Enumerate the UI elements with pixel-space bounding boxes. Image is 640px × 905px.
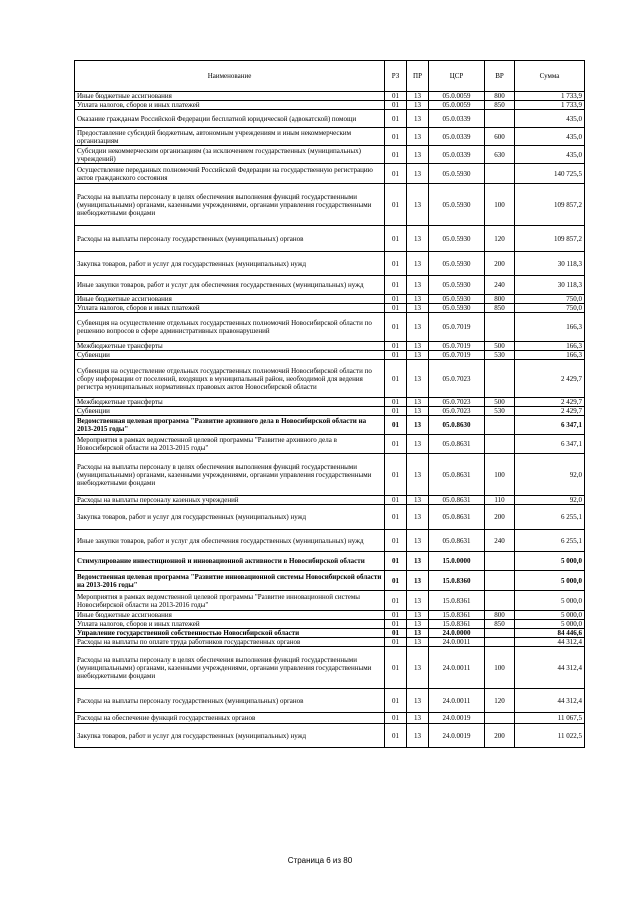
- cell-vr: [485, 313, 515, 342]
- cell-csr: 05.0.7023: [429, 407, 485, 416]
- cell-sum: 44 312,4: [515, 647, 585, 689]
- cell-pr: 13: [407, 313, 429, 342]
- table-row: [75, 530, 585, 552]
- cell-sum: 109 857,2: [515, 184, 585, 226]
- cell-pr: 13: [407, 276, 429, 295]
- table-row: [75, 689, 585, 713]
- cell-rz: 01: [385, 226, 407, 252]
- cell-rz: 01: [385, 146, 407, 164]
- cell-sum: 109 857,2: [515, 226, 585, 252]
- cell-csr: 05.0.0339: [429, 110, 485, 128]
- table-row: [75, 92, 585, 101]
- cell-rz: 01: [385, 496, 407, 505]
- cell-csr: 05.0.7019: [429, 313, 485, 342]
- cell-name: Иные бюджетные ассигнования: [75, 295, 385, 304]
- cell-vr: 100: [485, 184, 515, 226]
- cell-pr: 13: [407, 146, 429, 164]
- cell-name: Субвенция на осуществление отдельных государственных полномочий Новосибирской области по решению вопросов в сфере административных правонарушений: [75, 313, 385, 342]
- cell-name: Закупка товаров, работ и услуг для государственных (муниципальных) нужд: [75, 724, 385, 748]
- cell-name: Расходы на выплаты персоналу в целях обеспечения выполнения функций государственными (муниципальными) органами, казенными учреждениями, органами управления государственными внебюджетными фондами: [75, 454, 385, 496]
- cell-pr: 13: [407, 496, 429, 505]
- cell-pr: 13: [407, 398, 429, 407]
- table-row: [75, 552, 585, 571]
- cell-pr: 13: [407, 611, 429, 620]
- header-sum: Сумма: [515, 61, 585, 92]
- cell-csr: 15.0.8361: [429, 591, 485, 611]
- cell-rz: 01: [385, 611, 407, 620]
- cell-vr: 600: [485, 128, 515, 146]
- table-row: [75, 629, 585, 638]
- cell-csr: 15.0.8360: [429, 571, 485, 591]
- cell-rz: 01: [385, 454, 407, 496]
- cell-pr: 13: [407, 591, 429, 611]
- table-row: [75, 226, 585, 252]
- cell-name: Субвенции: [75, 351, 385, 360]
- cell-pr: 13: [407, 184, 429, 226]
- cell-vr: 800: [485, 92, 515, 101]
- table-row: [75, 101, 585, 110]
- cell-name: Иные закупки товаров, работ и услуг для обеспечения государственных (муниципальных) нужд: [75, 276, 385, 295]
- cell-rz: 01: [385, 164, 407, 184]
- cell-csr: 05.0.5930: [429, 304, 485, 313]
- cell-pr: 13: [407, 620, 429, 629]
- table-row: [75, 591, 585, 611]
- cell-sum: 5 000,0: [515, 620, 585, 629]
- cell-pr: 13: [407, 724, 429, 748]
- cell-vr: 530: [485, 407, 515, 416]
- table-row: [75, 398, 585, 407]
- cell-sum: 6 347,1: [515, 416, 585, 435]
- cell-sum: 30 118,3: [515, 276, 585, 295]
- cell-vr: [485, 435, 515, 454]
- cell-csr: 15.0.8361: [429, 620, 485, 629]
- cell-pr: 13: [407, 638, 429, 647]
- cell-pr: 13: [407, 647, 429, 689]
- table-row: [75, 505, 585, 530]
- cell-pr: 13: [407, 164, 429, 184]
- cell-rz: 01: [385, 620, 407, 629]
- cell-rz: 01: [385, 360, 407, 398]
- cell-name: Расходы на выплаты персоналу государственных (муниципальных) органов: [75, 689, 385, 713]
- table-row: [75, 184, 585, 226]
- cell-sum: 435,0: [515, 146, 585, 164]
- cell-vr: 100: [485, 454, 515, 496]
- cell-vr: 120: [485, 226, 515, 252]
- cell-rz: 01: [385, 351, 407, 360]
- cell-rz: 01: [385, 689, 407, 713]
- cell-csr: 15.0.8361: [429, 611, 485, 620]
- cell-pr: 13: [407, 689, 429, 713]
- cell-rz: 01: [385, 313, 407, 342]
- cell-name: Расходы на обеспечение функций государственных органов: [75, 713, 385, 724]
- cell-rz: 01: [385, 416, 407, 435]
- cell-name: Закупка товаров, работ и услуг для государственных (муниципальных) нужд: [75, 252, 385, 276]
- cell-sum: 750,0: [515, 295, 585, 304]
- table-row: [75, 620, 585, 629]
- cell-vr: 200: [485, 505, 515, 530]
- cell-name: Расходы на выплаты персоналу казенных учреждений: [75, 496, 385, 505]
- cell-rz: 01: [385, 713, 407, 724]
- cell-sum: 5 000,0: [515, 552, 585, 571]
- cell-vr: 110: [485, 496, 515, 505]
- cell-rz: 01: [385, 552, 407, 571]
- cell-pr: 13: [407, 252, 429, 276]
- cell-name: Расходы на выплаты персоналу в целях обеспечения выполнения функций государственными (муниципальными) органами, казенными учреждениями, органами управления государственными внебюджетными фондами: [75, 184, 385, 226]
- cell-csr: 05.0.8630: [429, 416, 485, 435]
- cell-sum: 6 255,1: [515, 530, 585, 552]
- cell-pr: 13: [407, 530, 429, 552]
- cell-csr: 05.0.0339: [429, 128, 485, 146]
- cell-rz: 01: [385, 92, 407, 101]
- cell-vr: 630: [485, 146, 515, 164]
- cell-vr: 500: [485, 342, 515, 351]
- cell-sum: 166,3: [515, 313, 585, 342]
- cell-vr: 200: [485, 724, 515, 748]
- cell-sum: 5 000,0: [515, 591, 585, 611]
- cell-sum: 5 000,0: [515, 611, 585, 620]
- cell-sum: 11 067,5: [515, 713, 585, 724]
- cell-sum: 2 429,7: [515, 398, 585, 407]
- table-row: [75, 342, 585, 351]
- cell-name: Ведомственная целевая программа "Развитие инновационной системы Новосибирской области на 2013-2016 годы": [75, 571, 385, 591]
- cell-vr: 240: [485, 530, 515, 552]
- cell-rz: 01: [385, 276, 407, 295]
- cell-csr: 05.0.5930: [429, 276, 485, 295]
- cell-csr: 05.0.5930: [429, 252, 485, 276]
- cell-vr: [485, 629, 515, 638]
- cell-rz: 01: [385, 591, 407, 611]
- cell-name: Ведомственная целевая программа "Развитие архивного дела в Новосибирской области на 2013-2015 годы": [75, 416, 385, 435]
- cell-csr: 05.0.0059: [429, 101, 485, 110]
- table-row: [75, 313, 585, 342]
- cell-name: Уплата налогов, сборов и иных платежей: [75, 101, 385, 110]
- cell-csr: 05.0.8631: [429, 496, 485, 505]
- cell-pr: 13: [407, 713, 429, 724]
- table-row: [75, 435, 585, 454]
- cell-rz: 01: [385, 724, 407, 748]
- cell-vr: [485, 552, 515, 571]
- header-name: Наименование: [75, 61, 385, 92]
- cell-pr: 13: [407, 571, 429, 591]
- table-row: [75, 638, 585, 647]
- cell-rz: 01: [385, 101, 407, 110]
- budget-table: [74, 60, 585, 748]
- table-row: [75, 351, 585, 360]
- cell-csr: 05.0.7023: [429, 360, 485, 398]
- cell-sum: 30 118,3: [515, 252, 585, 276]
- cell-rz: 01: [385, 252, 407, 276]
- cell-csr: 05.0.0059: [429, 92, 485, 101]
- cell-vr: [485, 416, 515, 435]
- cell-sum: 92,0: [515, 454, 585, 496]
- cell-name: Мероприятия в рамках ведомственной целевой программы "Развитие инновационной системы Новосибирской области на 2013-2016 годы": [75, 591, 385, 611]
- cell-csr: 05.0.7019: [429, 342, 485, 351]
- cell-sum: 1 733,9: [515, 101, 585, 110]
- table-row: [75, 496, 585, 505]
- cell-name: Расходы на выплаты персоналу в целях обеспечения выполнения функций государственными (муниципальными) органами, казенными учреждениями, органами управления государственными внебюджетными фондами: [75, 647, 385, 689]
- cell-pr: 13: [407, 416, 429, 435]
- cell-sum: 11 022,5: [515, 724, 585, 748]
- cell-vr: 850: [485, 304, 515, 313]
- cell-rz: 01: [385, 571, 407, 591]
- cell-vr: 850: [485, 101, 515, 110]
- cell-pr: 13: [407, 128, 429, 146]
- cell-name: Субвенции: [75, 407, 385, 416]
- header-pr: ПР: [407, 61, 429, 92]
- cell-rz: 01: [385, 647, 407, 689]
- cell-pr: 13: [407, 407, 429, 416]
- cell-rz: 01: [385, 435, 407, 454]
- cell-rz: 01: [385, 295, 407, 304]
- cell-rz: 01: [385, 184, 407, 226]
- table-row: [75, 276, 585, 295]
- cell-csr: 05.0.5930: [429, 226, 485, 252]
- cell-sum: 435,0: [515, 128, 585, 146]
- table-row: [75, 360, 585, 398]
- cell-rz: 01: [385, 398, 407, 407]
- cell-name: Предоставление субсидий бюджетным, автономным учреждениям и иным некоммерческим организациям: [75, 128, 385, 146]
- cell-name: Уплата налогов, сборов и иных платежей: [75, 304, 385, 313]
- cell-pr: 13: [407, 435, 429, 454]
- cell-csr: 05.0.8631: [429, 530, 485, 552]
- cell-rz: 01: [385, 629, 407, 638]
- cell-sum: 84 446,6: [515, 629, 585, 638]
- cell-name: Иные бюджетные ассигнования: [75, 611, 385, 620]
- cell-csr: 05.0.5930: [429, 164, 485, 184]
- cell-csr: 05.0.8631: [429, 454, 485, 496]
- cell-vr: [485, 638, 515, 647]
- cell-csr: 05.0.7019: [429, 351, 485, 360]
- cell-csr: 24.0.0011: [429, 647, 485, 689]
- table-row: [75, 713, 585, 724]
- table-row: [75, 611, 585, 620]
- cell-rz: 01: [385, 530, 407, 552]
- cell-sum: 166,3: [515, 342, 585, 351]
- cell-sum: 1 733,9: [515, 92, 585, 101]
- cell-sum: 2 429,7: [515, 360, 585, 398]
- page-number: Страница 6 из 80: [287, 856, 353, 865]
- cell-name: Иные закупки товаров, работ и услуг для обеспечения государственных (муниципальных) нужд: [75, 530, 385, 552]
- cell-vr: 500: [485, 398, 515, 407]
- table-row: [75, 128, 585, 146]
- cell-csr: 24.0.0019: [429, 713, 485, 724]
- table-body: [75, 92, 585, 748]
- cell-vr: 120: [485, 689, 515, 713]
- table-row: [75, 647, 585, 689]
- table-row: [75, 454, 585, 496]
- cell-name: Мероприятия в рамках ведомственной целевой программы "Развитие архивного дела в Новосибирской области на 2013-2015 годы": [75, 435, 385, 454]
- cell-vr: 530: [485, 351, 515, 360]
- cell-csr: 24.0.0011: [429, 638, 485, 647]
- table-row: [75, 110, 585, 128]
- cell-name: Управление государственной собственностью Новосибирской области: [75, 629, 385, 638]
- cell-sum: 5 000,0: [515, 571, 585, 591]
- cell-vr: 100: [485, 647, 515, 689]
- cell-sum: 140 725,5: [515, 164, 585, 184]
- cell-csr: 05.0.7023: [429, 398, 485, 407]
- cell-csr: 24.0.0011: [429, 689, 485, 713]
- table-row: [75, 295, 585, 304]
- cell-pr: 13: [407, 552, 429, 571]
- cell-pr: 13: [407, 505, 429, 530]
- cell-csr: 24.0.0019: [429, 724, 485, 748]
- header-rz: РЗ: [385, 61, 407, 92]
- table-row: [75, 724, 585, 748]
- cell-name: Субвенция на осуществление отдельных государственных полномочий Новосибирской области по сбору информации от поселений, входящих в муниципальный район, необходимой для ведения регистра муниципальных нормативных правовых актов Новосибирской области: [75, 360, 385, 398]
- cell-rz: 01: [385, 505, 407, 530]
- table-row: [75, 164, 585, 184]
- cell-csr: 05.0.5930: [429, 295, 485, 304]
- cell-pr: 13: [407, 295, 429, 304]
- cell-vr: [485, 110, 515, 128]
- table-row: [75, 146, 585, 164]
- cell-name: Расходы на выплаты персоналу государственных (муниципальных) органов: [75, 226, 385, 252]
- cell-name: Оказание гражданам Российской Федерации бесплатной юридической (адвокатской) помощи: [75, 110, 385, 128]
- cell-name: Уплата налогов, сборов и иных платежей: [75, 620, 385, 629]
- cell-pr: 13: [407, 360, 429, 398]
- header-vr: ВР: [485, 61, 515, 92]
- budget-table-container: [74, 60, 584, 748]
- table-row: [75, 304, 585, 313]
- cell-pr: 13: [407, 304, 429, 313]
- cell-sum: 6 255,1: [515, 505, 585, 530]
- cell-csr: 05.0.5930: [429, 184, 485, 226]
- cell-pr: 13: [407, 92, 429, 101]
- cell-name: Межбюджетные трансферты: [75, 342, 385, 351]
- cell-csr: 15.0.0000: [429, 552, 485, 571]
- cell-csr: 24.0.0000: [429, 629, 485, 638]
- cell-name: Межбюджетные трансферты: [75, 398, 385, 407]
- cell-name: Осуществление переданных полномочий Российской Федерации на государственную регистрацию актов гражданского состояния: [75, 164, 385, 184]
- cell-rz: 01: [385, 342, 407, 351]
- cell-vr: [485, 360, 515, 398]
- cell-name: Стимулирование инвестиционной и инновационной активности в Новосибирской области: [75, 552, 385, 571]
- cell-csr: 05.0.0339: [429, 146, 485, 164]
- cell-rz: 01: [385, 304, 407, 313]
- table-row: [75, 252, 585, 276]
- cell-sum: 44 312,4: [515, 689, 585, 713]
- cell-csr: 05.0.8631: [429, 435, 485, 454]
- header-csr: ЦСР: [429, 61, 485, 92]
- cell-name: Субсидии некоммерческим организациям (за исключением государственных (муниципальных) учреждений): [75, 146, 385, 164]
- cell-vr: [485, 591, 515, 611]
- cell-vr: 200: [485, 252, 515, 276]
- cell-sum: 435,0: [515, 110, 585, 128]
- cell-name: Закупка товаров, работ и услуг для государственных (муниципальных) нужд: [75, 505, 385, 530]
- table-row: [75, 416, 585, 435]
- cell-sum: 92,0: [515, 496, 585, 505]
- cell-pr: 13: [407, 342, 429, 351]
- cell-csr: 05.0.8631: [429, 505, 485, 530]
- cell-pr: 13: [407, 101, 429, 110]
- cell-sum: 44 312,4: [515, 638, 585, 647]
- cell-sum: 750,0: [515, 304, 585, 313]
- cell-vr: 240: [485, 276, 515, 295]
- cell-vr: 800: [485, 295, 515, 304]
- table-row: [75, 407, 585, 416]
- cell-sum: 6 347,1: [515, 435, 585, 454]
- cell-rz: 01: [385, 638, 407, 647]
- cell-rz: 01: [385, 407, 407, 416]
- cell-pr: 13: [407, 629, 429, 638]
- cell-vr: [485, 164, 515, 184]
- cell-vr: [485, 713, 515, 724]
- cell-rz: 01: [385, 110, 407, 128]
- table-row: [75, 571, 585, 591]
- cell-name: Расходы на выплаты по оплате труда работников государственных органов: [75, 638, 385, 647]
- cell-sum: 166,3: [515, 351, 585, 360]
- cell-vr: 850: [485, 620, 515, 629]
- table-header-row: [75, 61, 585, 92]
- cell-sum: 2 429,7: [515, 407, 585, 416]
- cell-pr: 13: [407, 351, 429, 360]
- cell-vr: 800: [485, 611, 515, 620]
- cell-rz: 01: [385, 128, 407, 146]
- cell-name: Иные бюджетные ассигнования: [75, 92, 385, 101]
- cell-pr: 13: [407, 226, 429, 252]
- cell-vr: [485, 571, 515, 591]
- cell-pr: 13: [407, 110, 429, 128]
- cell-pr: 13: [407, 454, 429, 496]
